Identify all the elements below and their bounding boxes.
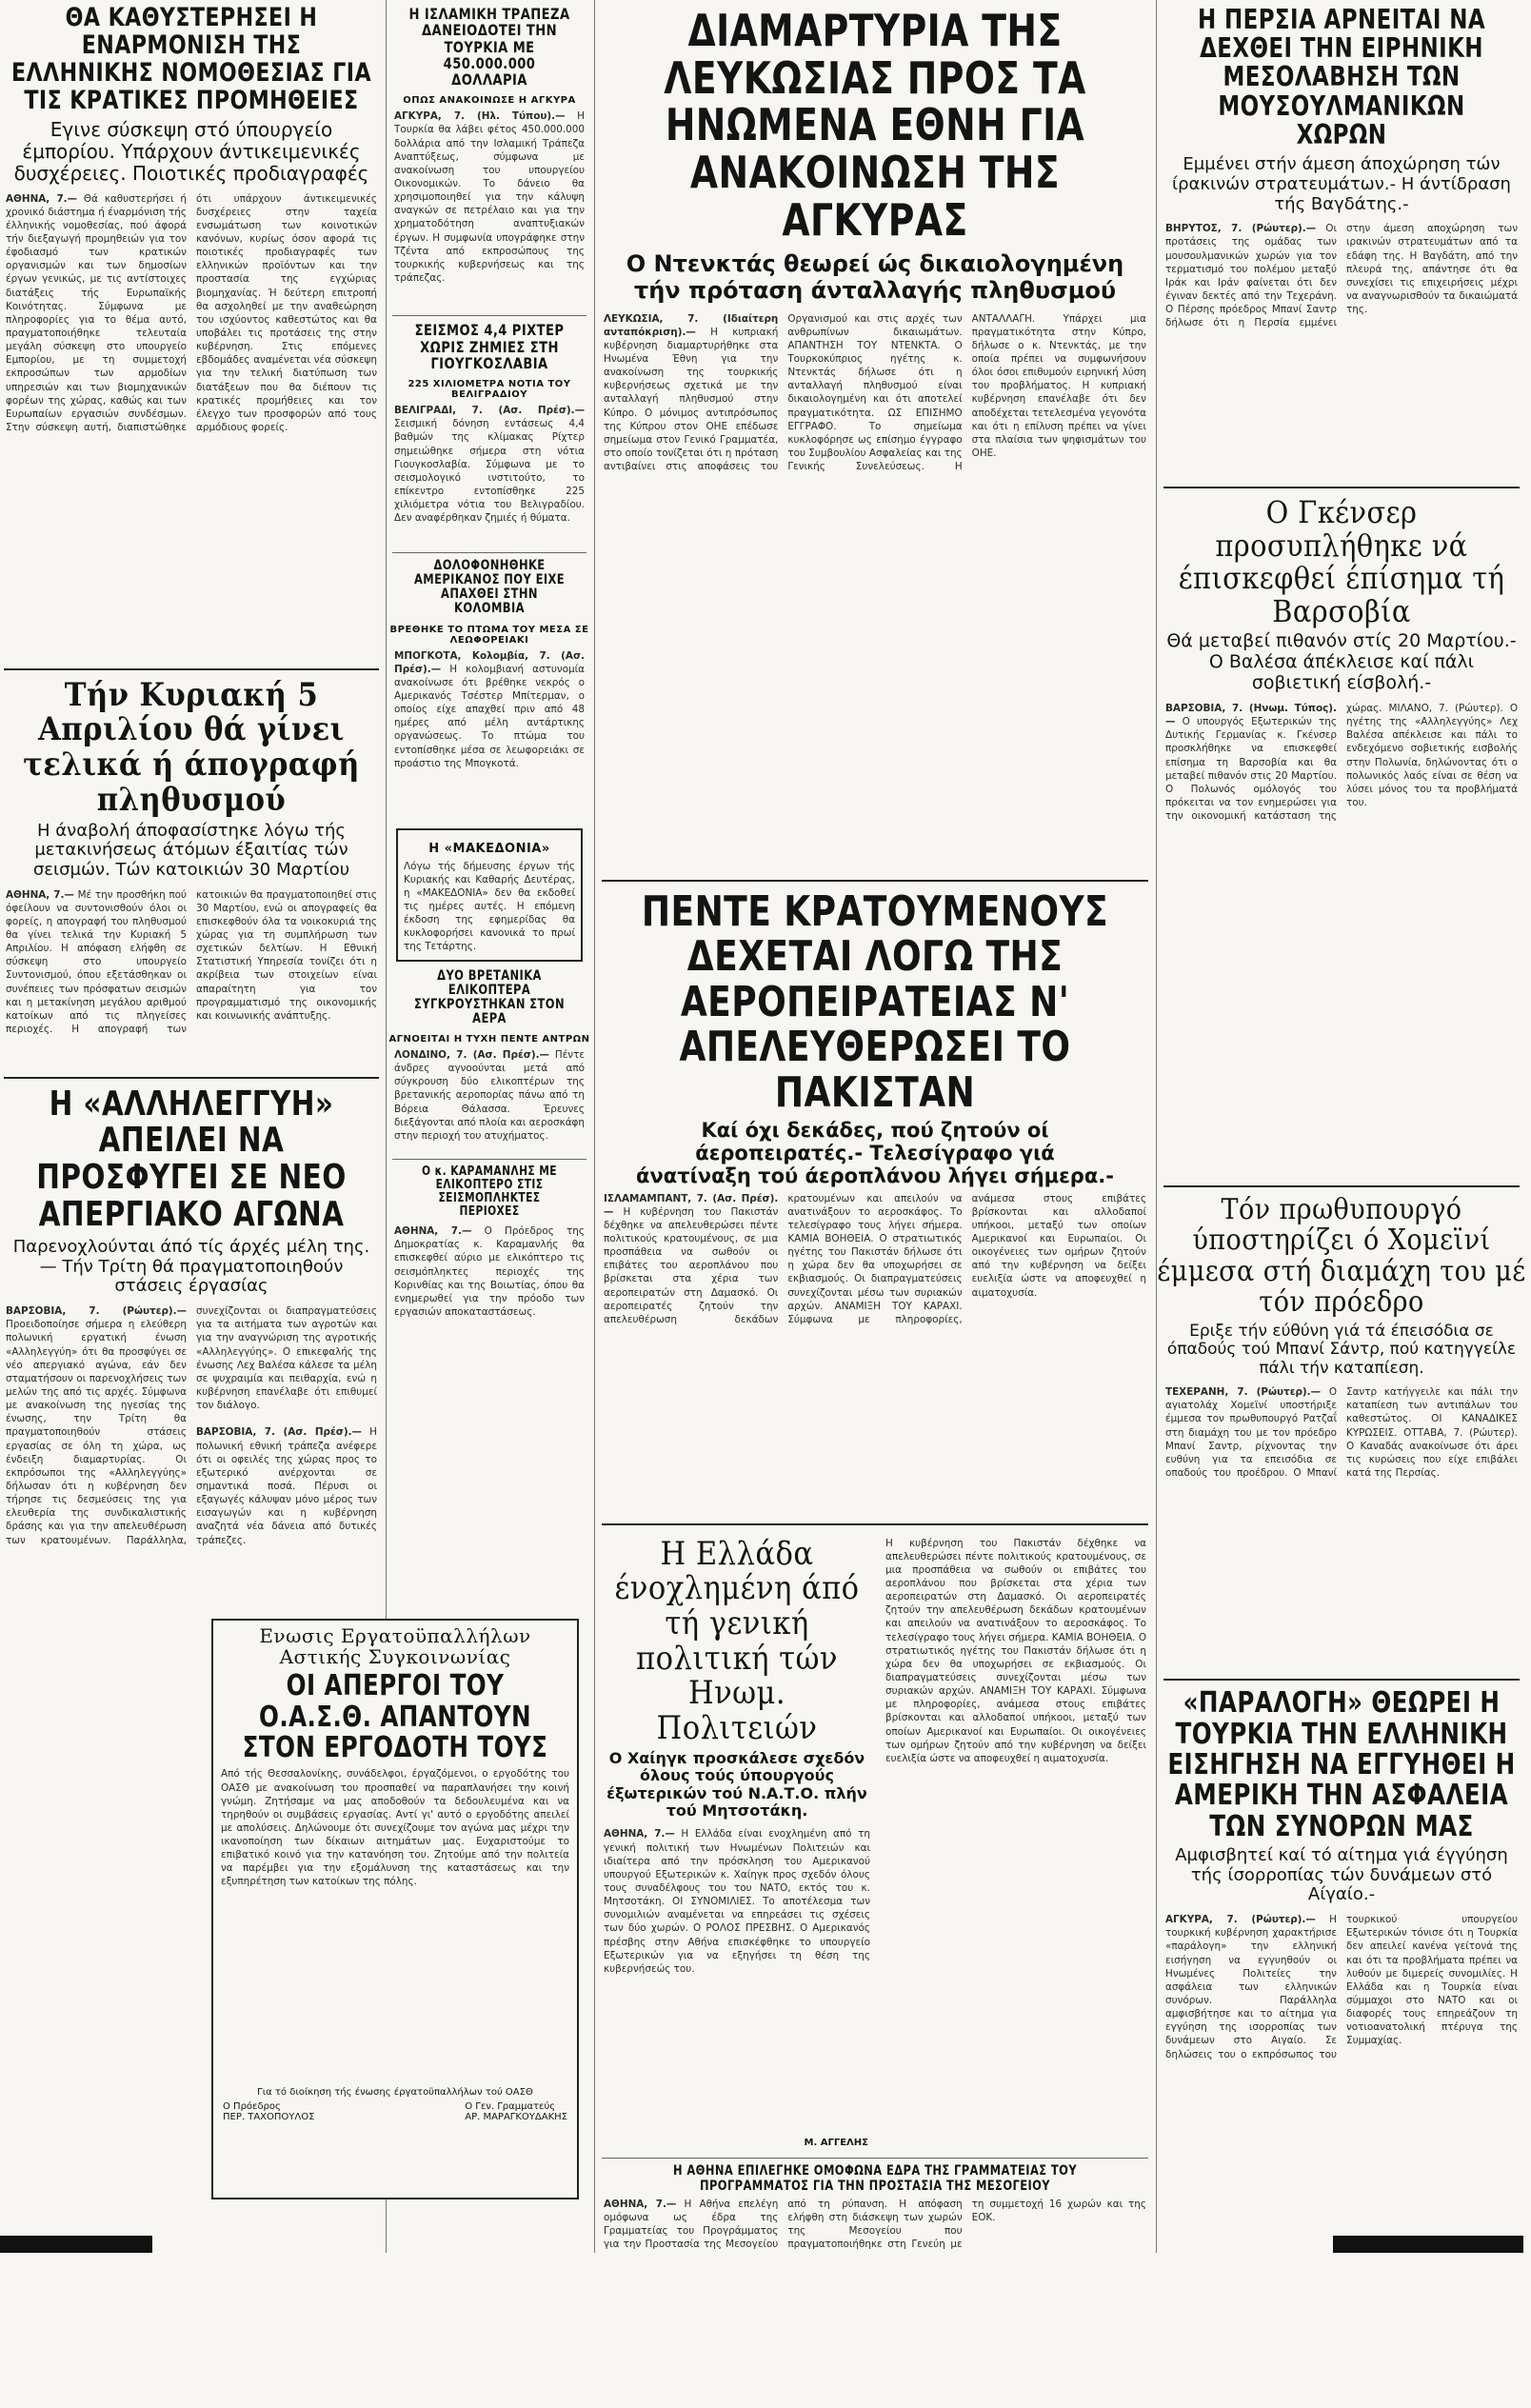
headline: ΘΑ ΚΑΘΥΣΤΕΡΗΣΕΙ Η ΕΝΑΡΜΟΝΙΣΗ ΤΗΣ ΕΛΛΗΝΙΚΗΣ ΝΟΜΟΘΕΣΙΑΣ ΓΙΑ ΤΙΣ ΚΡΑΤΙΚΕΣ ΠΡΟΜΗΘΕΙΕΣ bbox=[10, 3, 371, 116]
article-persia bbox=[1160, 6, 1523, 479]
separator bbox=[1163, 487, 1520, 488]
separator bbox=[4, 1077, 379, 1079]
dateline: ΙΣΛΑΜΑΜΠΑΝΤ, 7. (Ασ. Πρέσ).— bbox=[604, 1192, 779, 1218]
subheadline: Εμμένει στήν άμεση άποχώρηση τών ίρακινών στρατευμάτων.- Η άντίδραση τής Βαγδάτης.- bbox=[1172, 154, 1511, 214]
body-text: Πέντε άνδρες αγνοούνται μετά από σύγκρουση δύο ελικοπτέρων της βρετανικής αεροπορίας πάνω από τη Βόρεια Θάλασσα. Έρευνες διεξάγονται από πλοία και αεροσκάφη στην περιοχή του ατυχήματος. bbox=[394, 1048, 585, 1142]
notice-footer: Για τό διοίκηση τής ένωσης έργατοϋπαλλήλων τού ΟΑΣΘ bbox=[257, 2087, 533, 2099]
separator bbox=[602, 2158, 1148, 2159]
article-pakistan bbox=[598, 886, 1152, 1516]
subheadline: Παρενοχλούνται άπό τίς άρχές μέλη της.— Τήν Τρίτη θά πραγματοποιηθούν στάσεις έργασίας bbox=[12, 1237, 370, 1297]
article-earthquake bbox=[388, 322, 590, 547]
headline: Τόν πρωθυπουργό ύποστηρίζει ό Χομεϊνί έμμεσα στή διαμάχη του μέ τόν πρόεδρο bbox=[1157, 1192, 1526, 1320]
separator bbox=[392, 1159, 587, 1160]
dateline: ΑΘΗΝΑ, 7.— bbox=[6, 192, 78, 205]
subheadline: Αμφισβητεί καί τό αίτημα γιά έγγύηση τής ίσορροπίας τών δυνάμεων στό Αίγαίο.- bbox=[1175, 1845, 1508, 1905]
scan-edge bbox=[1333, 2236, 1523, 2253]
dateline: ΑΘΗΝΑ, 7.— bbox=[604, 2198, 677, 2210]
article-body-continued bbox=[885, 1537, 1146, 2032]
article-body bbox=[6, 192, 377, 661]
dateline: ΒΑΡΣΟΒΙΑ, 7. (Ασ. Πρέσ).— bbox=[196, 1426, 362, 1439]
subheadline: Εγινε σύσκεψη στό ύπουργείο έμπορίου. Υπάρχουν άντικειμενικές δυσχέρειες. Ποιοτικές προδιαγραφές bbox=[13, 117, 369, 185]
headline: Η Ελλάδα ένοχλημένη άπό τή γενική πολιτική τών Ηνωμ. Πολιτειών bbox=[614, 1534, 860, 1748]
dateline: ΑΓΚΥΡΑ, 7. (Ηλ. Τύπου).— bbox=[394, 110, 566, 123]
article-census bbox=[0, 675, 383, 1069]
article-body bbox=[394, 404, 585, 547]
subheadline: ΒΡΕΘΗΚΕ ΤΟ ΠΤΩΜΑ ΤΟΥ ΜΕΣΑ ΣΕ ΛΕΩΦΟΡΕΙΑΚΙ bbox=[389, 624, 589, 646]
headline: ΣΕΙΣΜΟΣ 4,4 ΡΙΧΤΕΡ ΧΩΡΙΣ ΖΗΜΙΕΣ ΣΤΗ ΓΙΟΥΓΚΟΣΛΑΒΙΑ bbox=[414, 321, 565, 372]
article-body bbox=[394, 109, 585, 309]
signature-president: Ο Πρόεδρος ΠΕΡ. ΤΑΧΟΠΟΥΛΟΣ bbox=[223, 2101, 315, 2123]
signatures bbox=[223, 2101, 567, 2122]
article-body bbox=[604, 312, 1146, 872]
separator bbox=[1163, 1679, 1520, 1681]
headline: Η «ΑΛΛΗΛΕΓΓΥΗ» ΑΠΕΙΛΕΙ ΝΑ ΠΡΟΣΦΥΓΕΙ ΣΕ ΝΕΟ ΑΠΕΡΓΙΑΚΟ ΑΓΩΝΑ bbox=[36, 1084, 347, 1235]
headline: Η ΑΘΗΝΑ ΕΠΙΛΕΓΗΚΕ ΟΜΟΦΩΝΑ ΕΔΡΑ ΤΗΣ ΓΡΑΜΜΑΤΕΙΑΣ ΤΟΥ ΠΡΟΓΡΑΜΜΑΤΟΣ ΓΙΑ ΤΗΝ ΠΡΟΣΤΑΣΙΑ ΤΗΣ ΜΕΣΟΓΕΙΟΥ bbox=[672, 2163, 1078, 2194]
headline: ΔΥΟ ΒΡΕΤΑΝΙΚΑ ΕΛΙΚΟΠΤΕΡΑ ΣΥΓΚΡΟΥΣΤΗΚΑΝ ΣΤΟΝ ΑΕΡΑ bbox=[414, 967, 565, 1026]
subheadline: Ο Χαίηγκ προσκάλεσε σχεδόν όλους τούς ύπουργούς έξωτερικών τού Ν.Α.Τ.Ο. πλήν τού Μητσοτάκη. bbox=[606, 1748, 867, 1821]
article-karamanlis bbox=[388, 1164, 590, 1318]
article-khomeini bbox=[1157, 1192, 1526, 1671]
article-procurement bbox=[0, 4, 383, 661]
headline: Ο κ. ΚΑΡΑΜΑΝΛΗΣ ΜΕ ΕΛΙΚΟΠΤΕΡΟ ΣΤΙΣ ΣΕΙΣΜΟΠΛΗΚΤΕΣ ΠΕΡΙΟΧΕΣ bbox=[422, 1164, 557, 1220]
headline: Τήν Κυριακή 5 Απριλίου θά γίνει τελικά ή άπογραφή πληθυσμού bbox=[23, 675, 360, 819]
body-text: Η κυπριακή κυβέρνηση διαμαρτυρήθηκε στα Ηνωμένα Έθνη για την ανακοίνωση της τουρκικής κυβερνήσεως σχετικά με την ανταλλαγή πληθυσμού στην Κύπρο. Ο μόνιμος αντιπρόσωπος της Κύπρου στον ΟΗΕ επέδωσε σημείωμα στον Γενικό Γραμματέα, στο οποίο τονίζεται ότι η πρόταση αντιβαίνει στις αποφάσεις του Οργανισμού και στις αρχές των ανθρωπίνων δικαιωμάτων. ΑΠΑΝΤΗΣΗ ΤΟΥ ΝΤΕΝΚΤΑ. Ο Τουρκοκύπριος ηγέτης κ. Ντενκτάς δήλωσε ότι η ανταλλαγή πληθυσμού είναι δικαιολογημένη και ότι αποτελεί πραγματικότητα. ΩΣ ΕΠΙΣΗΜΟ ΕΓΓΡΑΦΟ. Το σημείωμα κυκλοφόρησε ως επίσημο έγγραφο του Συμβουλίου Ασφαλείας και της Γενικής Συνελεύσεως. Η ΑΝΤΑΛΛΑΓΗ. Υπάρχει μια πραγματικότητα στην Κύπρο, δήλωσε ο κ. Ντενκτάς, με την οποία πρέπει να συμφωνήσουν όλοι όσοι επιθυμούν ειρηνική λύση του προβλήματος. Η κυπριακή κυβέρνηση επανέλαβε ότι δεν αποδέχεται τετελεσμένα γεγονότα και ότι η επίλυση πρέπει να γίνει στα πλαίσια των ψηφισμάτων του ΟΗΕ. bbox=[604, 312, 1146, 473]
body-text: Σεισμική δόνηση εντάσεως 4,4 βαθμών της κλίμακας Ρίχτερ σημειώθηκε σήμερα στη νότια Γιουγκοσλαβία. Σύμφωνα με το σεισμολογικό ινστιτούτο, το επίκεντρο εντοπίσθηκε 225 χιλιόμετρα νότια του Βελιγραδίου. Δεν αναφέρθηκαν ζημιές ή θύματα. bbox=[394, 418, 585, 525]
headline: ΟΙ ΑΠΕΡΓΟΙ ΤΟΥ Ο.Α.Σ.Θ. ΑΠΑΝΤΟΥΝ ΣΤΟΝ ΕΡΓΟΔΟΤΗ ΤΟΥΣ bbox=[242, 1669, 548, 1764]
body-text: Η Τουρκία θα λάβει φέτος 450.000.000 δολλάρια από την Ισλαμική Τράπεζα Αναπτύξεως, σύμφωνα με ανακοίνωση του υπουργείου Οικονομικών. Το δάνειο θα χρησιμοποιηθεί για την κάλυψη αναγκών σε πετρέλαιο και για την χρηματοδότηση αναπτυξιακών έργων. Η συμφωνία υπογράφηκε στην Τζέντα από εκπροσώπους της τουρκικής κυβερνήσεως και της τράπεζας. bbox=[394, 110, 585, 285]
article-body bbox=[604, 2198, 1146, 2302]
subheadline: Εριξε τήν εύθύνη γιά τά έπεισόδια σε όπαδούς τού Μπανί Σάντρ, πού κατηγγείλε πάλι τήν καταπίεση. bbox=[1166, 1321, 1517, 1378]
body-text: Ο υπουργός Εξωτερικών της Δυτικής Γερμανίας κ. Γκένσερ προσκλήθηκε να επισκεφθεί επίσημα τη Βαρσοβία και θα μεταβεί πιθανόν στις 20 Μαρτίου. Ο Πολωνός ομόλογός του πρόκειται να τον ενημερώσει για την οικονομική κατάσταση της χώρας. ΜΙΛΑΝΟ, 7. (Ρώυτερ). Ο ηγέτης της «Αλληλεγγύης» Λεχ Βαλέσα απέκλεισε και πάλι το ενδεχόμενο σοβιετικής εισβολής στην Πολωνία, δηλώνοντας ότι ο πολωνικός λαός είναι σε θέση να λύσει μόνος του τα προβλήματά του. bbox=[1165, 702, 1518, 823]
body-text: Προειδοποίησε σήμερα η ελεύθερη πολωνική εργατική ένωση «Αλληλεγγύη» ότι θα προσφύγει σε νέο απεργιακό αγώνα, εάν δεν σταματήσουν οι παρενοχλήσεις των μελών της από τις αρχές. Σύμφωνα με ανακοίνωση της ηγεσίας της ένωσης, την Τρίτη θα πραγματοποιηθούν στάσεις εργασίας σε όλη τη χώρα, ως ένδειξη διαμαρτυρίας. Οι εκπρόσωποι της «Αλληλεγγύης» δήλωσαν ότι η κυβέρνηση δεν τήρησε τις δεσμεύσεις της για ελευθερία της συνδικαλιστικής δράσης και για την απελευθέρωση των κρατουμένων. Παράλληλα, συνεχίζονται οι διαπραγματεύσεις για τα αιτήματα των αγροτών και για την αναγνώριση της αγροτικής «Αλληλεγγύης». Ο επικεφαλής της ένωσης Λεχ Βαλέσα κάλεσε τα μέλη σε ψυχραιμία και πειθαρχία, ενώ η κυβέρνηση επανέλαβε ότι επιθυμεί τον διάλογο. bbox=[6, 1305, 377, 1546]
subheadline: 225 ΧΙΛΙΟΜΕΤΡΑ ΝΟΤΙΑ ΤΟΥ ΒΕΛΙΓΡΑΔΙΟΥ bbox=[408, 379, 571, 401]
subheadline: Ο Ντενκτάς θεωρεί ώς δικαιολογημένη τήν πρόταση άνταλλαγής πληθυσμού bbox=[626, 250, 1124, 304]
separator bbox=[602, 1523, 1148, 1525]
separator bbox=[1163, 1185, 1520, 1187]
article-body bbox=[604, 1827, 870, 2132]
separator bbox=[392, 552, 587, 553]
scan-edge bbox=[0, 2236, 152, 2253]
article-body bbox=[394, 1048, 585, 1153]
separator bbox=[602, 880, 1148, 882]
body-text: Η κολομβιανή αστυνομία ανακοίνωσε ότι βρέθηκε νεκρός ο Αμερικανός Τσέστερ Μπίτερμαν, ο οποίος είχε απαχθεί πριν από 48 ημέρες από μέλη αντάρτικης οργανώσεως. Το πτώμα του εντοπίσθηκε μέσα σε λεωφορειάκι σε προάστιο της Μπογκοτά. bbox=[394, 663, 585, 769]
article-body bbox=[1165, 1913, 1518, 2408]
dateline: ΒΗΡΥΤΟΣ, 7. (Ρώυτερ).— bbox=[1165, 223, 1317, 235]
dateline: ΑΘΗΝΑ, 7.— bbox=[394, 1225, 472, 1238]
headline: Η ΙΣΛΑΜΙΚΗ ΤΡΑΠΕΖΑ ΔΑΝΕΙΟΔΟΤΕΙ ΤΗΝ ΤΟΥΡΚΙΑ ΜΕ 450.000.000 ΔΟΛΛΑΡΙΑ bbox=[408, 5, 570, 90]
headline: ΔΟΛΟΦΟΝΗΘΗΚΕ ΑΜΕΡΙΚΑΝΟΣ ΠΟΥ ΕΙΧΕ ΑΠΑΧΘΕΙ ΣΤΗΝ ΚΟΛΟΜΒΙΑ bbox=[413, 558, 566, 617]
article-body bbox=[604, 1192, 1146, 1516]
body-text: Η Αθήνα επελέγη ομόφωνα ως έδρα της Γραμματείας του Προγράμματος για την Προστασία της Μεσογείου από τη ρύπανση. Η απόφαση ελήφθη στη διάσκεψη των χωρών της Μεσογείου που πραγματοποιήθηκε στη Γενεύη με τη συμμετοχή 16 χωρών και της ΕΟΚ. bbox=[604, 2198, 1146, 2251]
article-body bbox=[394, 649, 585, 821]
column-4 bbox=[1157, 0, 1526, 2253]
column-rule bbox=[1156, 0, 1157, 2253]
headline: ΠΕΝΤΕ ΚΡΑΤΟΥΜΕΝΟΥΣ ΔΕΧΕΤΑΙ ΛΟΓΩ ΤΗΣ ΑΕΡΟΠΕΙΡΑΤΕΙΑΣ Ν' ΑΠΕΛΕΥΘΕΡΩΣΕΙ ΤΟ ΠΑΚΙΣΤΑΝ bbox=[641, 886, 1109, 1117]
article-nicosia-protest bbox=[598, 5, 1152, 872]
dateline: ΛΕΥΚΩΣΙΑ, 7. (Ιδιαίτερη ανταπόκριση).— bbox=[604, 312, 779, 338]
strike-announcement-box bbox=[211, 1619, 579, 2199]
headline: «ΠΑΡΑΛΟΓΗ» ΘΕΩΡΕΙ Η ΤΟΥΡΚΙΑ ΤΗΝ ΕΛΛΗΝΙΚΗ ΕΙΣΗΓΗΣΗ ΝΑ ΕΓΓΥΗΘΕΙ Η ΑΜΕΡΙΚΗ ΤΗΝ ΑΣΦΑΛΕΙΑ ΤΩΝ ΣΥΝΟΡΩΝ ΜΑΣ bbox=[1167, 1686, 1516, 1843]
body-text: Η πολωνική εθνική τράπεζα ανέφερε ότι οι οφειλές της χώρας προς το εξωτερικό ανέρχονται σε σημαντικά ποσά. Πέρυσι οι εξαγωγές κάλυψαν μόνο μέρος των εισαγωγών και η κυβέρνηση αναζητά νέα δάνεια από δυτικές τράπεζες. bbox=[196, 1426, 377, 1546]
body-text: Μέ την προσθήκη πού όφείλουν να συντονισθούν όλοι οι φορείς, η απογραφή του πληθυσμού θα γίνει τελικά την Κυριακή 5 Απριλίου. Η απόφαση ελήφθη σε σύσκεψη στο υπουργείο Συντονισμού, όπου εξετάσθηκαν οι συνέπειες των πρόσφατων σεισμών και η μετακίνηση μεγάλου αριθμού κατοίκων από τις πληγείσες περιοχές. Η απογραφή των κατοικιών θα πραγματοποιηθεί στις 30 Μαρτίου, ενώ οι απογραφείς θα επισκεφθούν όλα τα νοικοκυριά της χώρας για τη συμπλήρωση των σχετικών δελτίων. Η Εθνική Στατιστική Υπηρεσία τονίζει ότι η ακρίβεια των στοιχείων είναι απαραίτητη για τον προγραμματισμό της οικονομικής και κοινωνικής ανάπτυξης. bbox=[6, 888, 377, 1035]
article-helicopters bbox=[388, 969, 590, 1153]
dateline: ΑΘΗΝΑ, 7.— bbox=[604, 1828, 675, 1841]
dateline: ΑΘΗΝΑ, 7.— bbox=[6, 888, 74, 901]
byline: Μ. ΑΓΓΕΛΗΣ bbox=[804, 2138, 868, 2149]
body-text: Ο αγιατολάχ Χομεϊνί υποστήριξε έμμεσα τον πρωθυπουργό Ρατζαΐ στη διαμάχη του με τον πρόεδρο Μπανί Σαντρ, ρίχνοντας την ευθύνη για τα επεισόδια σε οπαδούς του προέδρου. Ο Μπανί Σαντρ κατήγγειλε και πάλι την καταπίεση των αντιπάλων του καθεστώτος. ΟΙ ΚΑΝΑΔΙΚΕΣ ΚΥΡΩΣΕΙΣ. ΟΤΤΑΒΑ, 7. (Ρώυτερ). Ο Καναδάς ανακοίνωσε ότι άρει τις κυρώσεις που είχε επιβάλει κατά της Περσίας. bbox=[1165, 1386, 1518, 1479]
dateline: ΤΕΧΕΡΑΝΗ, 7. (Ρώυτερ).— bbox=[1165, 1386, 1322, 1399]
body-text: Η κυβέρνηση του Πακιστάν δέχθηκε να απελευθερώσει πέντε πολιτικούς κρατουμένους, σε μια προσπάθεια να σωθούν οι επιβάτες του αεροπλάνου που βρίσκεται στα χέρια των αεροπειρατών στη Δαμασκό. Οι αεροπειρατές ζητούν την απελευθέρωση δεκάδων κρατουμένων και απειλούν να ανατινάξουν το αεροσκάφος. Το τελεσίγραφο τους λήγει σήμερα. ΚΑΜΙΑ ΒΟΗΘΕΙΑ. Ο στρατιωτικός ηγέτης του Πακιστάν δήλωσε ότι η χώρα δεν θα υποχωρήσει σε εκβιασμούς. Οι διαπραγματεύσεις συνεχίζονται μέσω των συριακών αρχών. ΑΝΑΜΙΞΗ ΤΟΥ ΚΑΡΑΧΙ. Σύμφωνα με πληροφορίες, ανάμεσα στους επιβάτες βρίσκονται και αλλοδαποί υπήκοοι, μεταξύ των οποίων Αμερικανοί και Ευρωπαίοι. Οι οικογένειες των ομήρων ζητούν από την κυβέρνηση να δείξει ευελιξία ώστε να αποφευχθεί η αιματοχυσία. bbox=[885, 1537, 1146, 1764]
dateline: ΒΑΡΣΟΒΙΑ, 7. (Ηνωμ. Τύπος).— bbox=[1165, 702, 1337, 728]
headline: Η ΠΕΡΣΙΑ ΑΡΝΕΙΤΑΙ ΝΑ ΔΕΧΘΕΙ ΤΗΝ ΕΙΡΗΝΙΚΗ ΜΕΣΟΛΑΒΗΣΗ ΤΩΝ ΜΟΥΣΟΥΛΜΑΝΙΚΩΝ ΧΩΡΩΝ bbox=[1197, 4, 1486, 150]
body-text: Η Ελλάδα είναι ενοχλημένη από τη γενική πολιτική των Ηνωμένων Πολιτειών και ιδιαίτερα από την πρόσκληση του Αμερικανού υπουργού Εξωτερικών κ. Χαίηγκ προς σχεδόν όλους τους συναδέλφους του του ΝΑΤΟ, εκτός του κ. Μητσοτάκη. ΟΙ ΣΥΝΟΜΙΛΙΕΣ. Το αποτέλεσμα των συνομιλιών αναμένεται να επηρεάσει τις σχέσεις των δύο χωρών. Ο ΡΟΛΟΣ ΠΡΕΣΒΗΣ. Ο Αμερικανός πρέσβης στην Αθήνα επισκέφθηκε το υπουργείο Εξωτερικών για να εξηγήσει τη θέση της κυβερνήσεώς του. bbox=[604, 1828, 870, 1975]
article-body bbox=[1165, 222, 1518, 479]
article-genscher bbox=[1160, 496, 1523, 1178]
notice-body: Λόγω τής δήμευσης έργων τής Κυριακής και Καθαρής Δευτέρας, η «ΜΑΚΕΔΟΝΙΑ» δεν θα εκδοθεί τις ημέρες αυτές. Η επόμενη έκδοση της εφημερίδας θα κυκλοφορήσει κανονικά το πρωί της Τετάρτης. bbox=[404, 860, 575, 953]
dateline: ΜΠΟΓΚΟΤΑ, Κολομβία, 7. (Ασ. Πρέσ).— bbox=[394, 649, 585, 675]
column-rule bbox=[594, 0, 595, 2253]
subheadline: ΑΓΝΟΕΙΤΑΙ Η ΤΥΧΗ ΠΕΝΤΕ ΑΝΤΡΩΝ bbox=[388, 1033, 590, 1045]
subheadline: Η άναβολή άποφασίστηκε λόγω τής μετακινήσεως άτόμων έξαιτίας τών σεισμών. Τών κατοικιών 30 Μαρτίου bbox=[32, 820, 350, 880]
column-3 bbox=[598, 0, 1152, 2253]
separator bbox=[392, 315, 587, 316]
body-text: Οι προτάσεις της ομάδας των μουσουλμανικών χωρών για τον τερματισμό του πολέμου μεταξύ Ιράκ και Ιράν φαίνεται ότι δεν έγιναν δεκτές από την Τεχεράνη. Ο Πέρσης πρόεδρος Μπανί Σαντρ δήλωσε ότι η Περσία εμμένει στην άμεση αποχώρηση των ιρακινών στρατευμάτων από τα εδάφη της. Η Βαγδάτη, από την πλευρά της, απάντησε ότι θα συνεχίσει τις επιχειρήσεις μέχρι να αναγνωρισθούν τα δικαιώματά της. bbox=[1165, 223, 1518, 329]
kicker: Ενωσις Εργατοϋπαλλήλων Αστικής Συγκοινωνίας bbox=[259, 1624, 531, 1668]
dateline: ΒΑΡΣΟΒΙΑ, 7. (Ρώυτερ).— bbox=[6, 1305, 187, 1318]
separator bbox=[4, 668, 379, 670]
body-text: Θά καθυστερήσει ή χρονικό διάστημα ή έναρμόνιση τής έλληνικής νομοθεσίας, πού άφορά τήν διεξαγωγή προμηθειών για τον έφοδιασμό των κρατικών οργανισμών και των δημοσίων έργων γενικώς, με τις αντίστοιχες διατάξεις τής Ευρωπαϊκής Κοινότητας. Σύμφωνα με πληροφορίες για το θέμα αυτό, πραγματοποιήθηκε τελευταία μεγάλη σύσκεψη στο υπουργείο Εμπορίου, με τη συμμετοχή εκπροσώπων των αρμοδίων υπηρεσιών και των βιομηχανικών φορέων της χώρας, καθώς και των Ευρωπαίων εργασιών συνδέσμων. Στην σύσκεψη αυτή, διαπιστώθηκε ότι υπάρχουν άντικειμενικές δυσχέρειες στην ταχεία ενσωμάτωση των κοινοτικών κανόνων, κυρίως όσον αφορά τις ποιοτικές προδιαγραφές των ελληνικών προϊόντων και την προστασία της εγχώριας βιομηχανίας. Ή δεύτερη επιτροπή θα ασχοληθεί με την αναθεώρηση του ισχύοντος καθεστώτος και θα υποβάλει τις προτάσεις της στην κυβέρνηση. Στις επόμενες εβδομάδες αναμένεται νέα σύσκεψη για την τελική διατύπωση των διατάξεων που θα διέπουν τις κρατικές προμήθειες και τον έλεγχο των προσφορών από τους αρμόδιους φορείς. bbox=[6, 192, 377, 434]
article-body bbox=[1165, 702, 1518, 1178]
article-body bbox=[1165, 1385, 1518, 1671]
headline: Ο Γκένσερ προσυπλήθηκε νά έπισκεφθεί έπίσημα τή Βαρσοβία bbox=[1178, 494, 1505, 629]
dateline: ΛΟΝΔΙΝΟ, 7. (Ασ. Πρέσ).— bbox=[394, 1048, 549, 1061]
article-colombia bbox=[388, 559, 590, 820]
article-turkey-border bbox=[1160, 1688, 1523, 2408]
notice-body: Από τής Θεσσαλονίκης, συνάδελφοι, έργαζόμενοι, ο εργοδότης του ΟΑΣΘ με ανακοίνωση του προσπαθεί να παραπλανήσει την κοινή γνώμη. Ζητήσαμε να μας αποδοθούν τα δεδουλευμένα και να τηρηθούν οι συμβάσεις εργασίας. Αντί γι' αυτό ο εργοδότης απειλεί με απολύσεις. Δηλώνουμε ότι συνεχίζουμε τον αγώνα μας μέχρι την ικανοποίηση των δίκαιων αιτημάτων μας. Ευχαριστούμε το επιβατικό κοινό για την κατανόηση του. Ζητούμε από την πολιτεία να παρέμβει για την εξομάλυνση της καταστάσεως και την εξυπηρέτηση των κατοίκων της πόλης. bbox=[221, 1768, 569, 1888]
dateline: ΒΕΛΙΓΡΑΔΙ, 7. (Ασ. Πρέσ).— bbox=[394, 405, 585, 417]
body-text: Η κυβέρνηση του Πακιστάν δέχθηκε να απελευθερώσει πέντε πολιτικούς κρατουμένους, σε μια προσπάθεια να σωθούν οι επιβάτες του αεροπλάνου που βρίσκεται στα χέρια των αεροπειρατών στη Δαμασκό. Οι αεροπειρατές ζητούν την απελευθέρωση δεκάδων κρατουμένων και απειλούν να ανατινάξουν το αεροσκάφος. Το τελεσίγραφο τους λήγει σήμερα. ΚΑΜΙΑ ΒΟΗΘΕΙΑ. Ο στρατιωτικός ηγέτης του Πακιστάν δήλωσε ότι η χώρα δεν θα υποχωρήσει σε εκβιασμούς. Οι διαπραγματεύσεις συνεχίζονται μέσω των συριακών αρχών. ΑΝΑΜΙΞΗ ΤΟΥ ΚΑΡΑΧΙ. Σύμφωνα με πληροφορίες, ανάμεσα στους επιβάτες βρίσκονται και αλλοδαποί υπήκοοι, μεταξύ των οποίων Αμερικανοί και Ευρωπαίοι. Οι οικογένειες των ομήρων ζητούν από την κυβέρνηση να δείξει ευελιξία ώστε να αποφευχθεί η αιματοχυσία. bbox=[604, 1192, 1146, 1325]
dateline: ΑΓΚΥΡΑ, 7. (Ρώυτερ).— bbox=[1165, 1914, 1316, 1926]
subheadline: Θά μεταβεί πιθανόν στίς 20 Μαρτίου.- Ο Βαλέσα άπέκλεισε καί πάλι σοβιετική είσβολή.- bbox=[1166, 630, 1517, 694]
article-greece-us bbox=[598, 1533, 1152, 2153]
article-mediterranean bbox=[598, 2164, 1152, 2301]
article-body bbox=[394, 1224, 585, 1318]
subheadline: ΟΠΩΣ ΑΝΑΚΟΙΝΩΣΕ Η ΑΓΚΥΡΑ bbox=[403, 95, 576, 107]
signature-secretary: Ο Γεν. Γραμματεύς ΑΡ. ΜΑΡΑΓΚΟΥΔΑΚΗΣ bbox=[465, 2101, 567, 2123]
body-text: Η τουρκική κυβέρνηση χαρακτήρισε «παράλογη» την ελληνική εισήγηση να εγγυηθούν οι Ηνωμένες Πολιτείες την ασφάλεια των ελληνικών συνόρων. Παράλληλα αμφισβήτησε και το αίτημα για εγγύηση της ισορροπίας των δυνάμεων στο Αιγαίο. Σε δηλώσεις του ο εκπρόσωπος του τουρκικού υπουργείου Εξωτερικών τόνισε ότι η Τουρκία δεν απειλεί κανένα γείτονά της και ότι τα προβλήματα πρέπει να λυθούν με διμερείς συνομιλίες. Η Ελλάδα και η Τουρκία είναι σύμμαχοι στο ΝΑΤΟ και οι διαφορές τους επηρεάζουν τη νοτιοανατολική πτέρυγα της Συμμαχίας. bbox=[1165, 1914, 1518, 2060]
notice-box bbox=[396, 828, 583, 962]
notice-title: Η «ΜΑΚΕΔΟΝΙΑ» bbox=[428, 841, 550, 856]
article-islamic-bank bbox=[388, 6, 590, 309]
article-body bbox=[6, 888, 377, 1069]
headline: ΔΙΑΜΑΡΤΥΡΙΑ ΤΗΣ ΛΕΥΚΩΣΙΑΣ ΠΡΟΣ ΤΑ ΗΝΩΜΕΝΑ ΕΘΝΗ ΓΙΑ ΑΝΑΚΟΙΝΩΣΗ ΤΗΣ ΑΓΚΥΡΑΣ bbox=[664, 5, 1086, 246]
subheadline: Καί όχι δεκάδες, πού ζητούν οί άεροπειρατές.- Τελεσίγραφο γιά άνατίναξη τού άεροπλάνου λήγει σήμερα.- bbox=[636, 1119, 1114, 1188]
body-text: Ο Πρόεδρος της Δημοκρατίας κ. Καραμανλής θα επισκεφθεί αύριο με ελικόπτερο τις σεισμόπληκτες περιοχές της Κορινθίας και της Βοιωτίας, όπου θα ενημερωθεί για την πρόοδο των εργασιών αποκαταστάσεως. bbox=[394, 1225, 585, 1318]
